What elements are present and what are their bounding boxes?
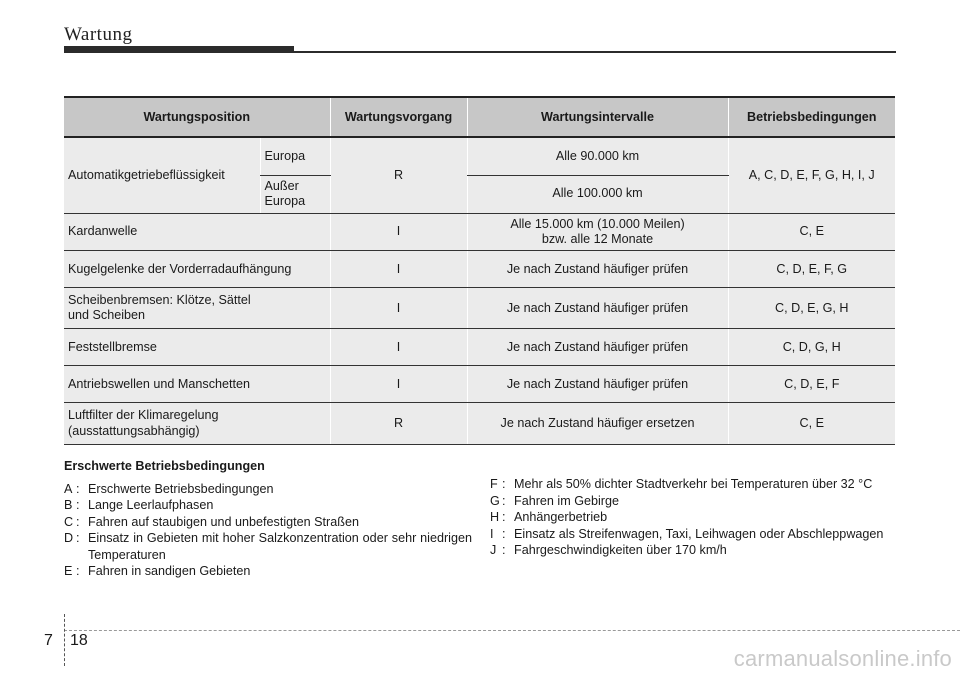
table-row [64,288,895,329]
cell-interval: Je nach Zustand häufiger prüfen [467,366,728,403]
condition-text: Einsatz als Streifenwagen, Taxi, Leihwagen oder Abschleppwagen [514,526,884,541]
cell-conditions: A, C, D, E, F, G, H, I, J [728,137,895,213]
condition-item: A : Erschwerte Betriebsbedingungen [64,481,472,498]
cell-region: Europa [260,137,330,175]
condition-key: H [490,510,500,524]
condition-item: H : Anhängerbetrieb [490,509,895,526]
table-row [64,366,895,403]
cell-interval: Alle 100.000 km [467,175,728,213]
notes-heading: Erschwerte Betriebsbedingungen [64,459,265,473]
maintenance-table [64,96,895,445]
cell-conditions: C, D, G, H [728,329,895,366]
watermark: carmanualsonline.info [733,646,952,671]
condition-key: G [490,493,500,508]
cell-position: Antriebswellen und Manschetten [64,366,330,403]
cell-position: Kardanwelle [64,213,330,251]
table-row [64,251,895,288]
condition-text: Fahren auf staubigen und unbefestigten Straßen [88,514,359,529]
condition-text: Einsatz in Gebieten mit hoher Salzkonzentration oder sehr niedrigen Temperaturen [88,531,472,562]
table-row [64,329,895,366]
notes-left-column [64,458,472,580]
cell-interval: Je nach Zustand häufiger prüfen [467,251,728,288]
col-header-action: Wartungsvorgang [330,97,467,137]
condition-key: D [64,531,74,545]
condition-text: Mehr als 50% dichter Stadtverkehr bei Temperaturen über 32 °C [514,477,873,491]
condition-item: E : Fahren in sandigen Gebieten [64,563,472,580]
condition-key: E [64,564,73,578]
cell-conditions: C, E [728,403,895,445]
cell-action: I [330,251,467,288]
cell-position: Scheibenbremsen: Klötze, Sättel und Scheiben [64,288,330,329]
table-row [64,403,895,445]
condition-item: F : Mehr als 50% dichter Stadtverkehr bei Temperaturen über 32 °C [490,476,895,493]
condition-item: C : Fahren auf staubigen und unbefestigten Straßen [64,514,472,531]
cell-conditions: C, D, E, G, H [728,288,895,329]
cell-position: Automatikgetriebeflüssigkeit [64,137,260,213]
table-header-row [64,97,895,137]
condition-item: G : Fahren im Gebirge [490,493,895,510]
cell-position: Luftfilter der Klimaregelung (ausstattungsabhängig) [64,403,330,445]
cell-interval: Je nach Zustand häufiger ersetzen [467,403,728,445]
condition-text: Fahrgeschwindigkeiten über 170 km/h [514,543,727,557]
page-chapter-number: 7 [44,632,53,649]
cell-action: I [330,329,467,366]
title-bar-thick [64,46,294,53]
condition-item: J : Fahrgeschwindigkeiten über 170 km/h [490,542,895,559]
page-number-separator [64,614,66,666]
condition-item: D : Einsatz in Gebieten mit hoher Salzkonzentration oder sehr niedrigen Temperaturen [64,531,472,562]
cell-action: I [330,366,467,403]
condition-key: C [64,514,74,529]
cell-interval: Je nach Zustand häufiger prüfen [467,288,728,329]
cell-conditions: C, D, E, F, G [728,251,895,288]
condition-key: I [490,526,494,541]
footer-divider [64,630,960,631]
condition-key: A [64,481,73,496]
table-row [64,213,895,251]
condition-key: J [490,543,497,557]
cell-region: Außer Europa [260,175,330,213]
condition-text: Fahren im Gebirge [514,493,619,508]
cell-conditions: C, E [728,213,895,251]
cell-action: I [330,213,467,251]
condition-text: Fahren in sandigen Gebieten [88,564,251,578]
condition-text: Erschwerte Betriebsbedingungen [88,481,274,496]
condition-text: Lange Leerlaufphasen [88,498,214,512]
page-number: 18 [70,632,88,649]
col-header-interval: Wartungsintervalle [467,97,728,137]
condition-text: Anhängerbetrieb [514,510,608,524]
cell-interval: Alle 15.000 km (10.000 Meilen) bzw. alle 12 Monate [467,213,728,251]
cell-position: Feststellbremse [64,329,330,366]
title-bar-thin [294,51,896,53]
condition-item: I : Einsatz als Streifenwagen, Taxi, Leihwagen oder Abschleppwagen [490,526,895,543]
cell-conditions: C, D, E, F [728,366,895,403]
cell-action: R [330,403,467,445]
cell-interval: Alle 90.000 km [467,137,728,175]
condition-key: B [64,498,73,512]
chapter-title: Wartung [64,24,133,45]
notes-right-column [490,476,895,559]
condition-key: F [490,477,498,491]
cell-position: Kugelgelenke der Vorderradaufhängung [64,251,330,288]
col-header-conditions: Betriebsbedingungen [728,97,895,137]
condition-item: B : Lange Leerlaufphasen [64,497,472,514]
cell-action: I [330,288,467,329]
table-row [64,137,895,175]
cell-interval: Je nach Zustand häufiger prüfen [467,329,728,366]
cell-action: R [330,137,467,213]
col-header-position: Wartungsposition [64,97,330,137]
